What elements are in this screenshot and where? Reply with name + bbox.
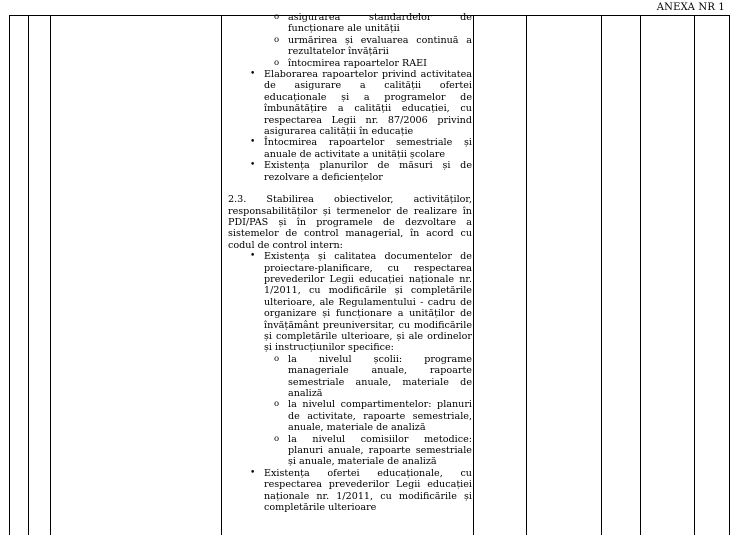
column-divider	[50, 16, 51, 535]
column-divider	[473, 16, 474, 535]
column-divider	[526, 16, 527, 535]
column-divider	[221, 16, 222, 535]
bullet-existenta-planuri: • Existența planurilor de măsuri și de rezolvare a deficiențelor	[228, 160, 472, 183]
annex-label: ANEXA NR 1	[656, 2, 725, 13]
document-table	[9, 12, 730, 535]
bullet-documente: • Existența și calitatea documentelor de proiectare-planificare, cu respectarea prevederilor Legii educației naționale nr. 1/2011, cu modificările și completările ulterioare, ale Regulamentului - cadru de organizare și funcționare a unităților de învățământ preuniversitar, cu modificările și completările ulterioare, și ale ordinelor și instrucțiunilor specifice:	[228, 251, 472, 354]
sub-bullet-monitoring: o urmărirea și evaluarea continuă a rezultatelor învățării	[228, 35, 472, 58]
column-divider	[601, 16, 602, 535]
paragraph-2-3: 2.3. Stabilirea obiectivelor, activităților, responsabilităților și termenelor de realizare în PDI/PAS și în programele de dezvoltare a sistemelor de control managerial, în acord cu codul de control intern:	[228, 194, 472, 251]
sub-bullet-compartimente: o la nivelul compartimentelor: planuri de activitate, rapoarte semestriale, anuale, materiale de analiză	[228, 399, 472, 433]
bullet-oferta: • Existența ofertei educaționale, cu respectarea prevederilor Legii educației naționale nr. 1/2011, cu modificările și completările ulterioare	[228, 468, 472, 514]
sub-bullet-standard: o asigurarea standardelor de funcționare ale unității	[228, 12, 472, 35]
criteria-cell	[228, 12, 472, 514]
column-divider	[640, 16, 641, 535]
sub-bullet-comisii: o la nivelul comisiilor metodice: planuri anuale, rapoarte semestriale și anuale, materiale de analiză	[228, 434, 472, 468]
column-divider	[694, 16, 695, 535]
sub-bullet-scolii: o la nivelul școlii: programe manageriale anuale, rapoarte semestriale anuale, materiale de analiză	[228, 354, 472, 400]
bullet-intocmire: • Întocmirea rapoartelor semestriale și anuale de activitate a unității școlare	[228, 137, 472, 160]
sub-bullet-raei: o întocmirea rapoartelor RAEI	[228, 58, 472, 69]
column-divider	[28, 16, 29, 535]
bullet-elaborare: • Elaborarea rapoartelor privind activitatea de asigurare a calității ofertei educaționale și a programelor de îmbunătățire a calității educației, cu respectarea Legii nr. 87/2006 privind asigurarea calității în educație	[228, 69, 472, 137]
